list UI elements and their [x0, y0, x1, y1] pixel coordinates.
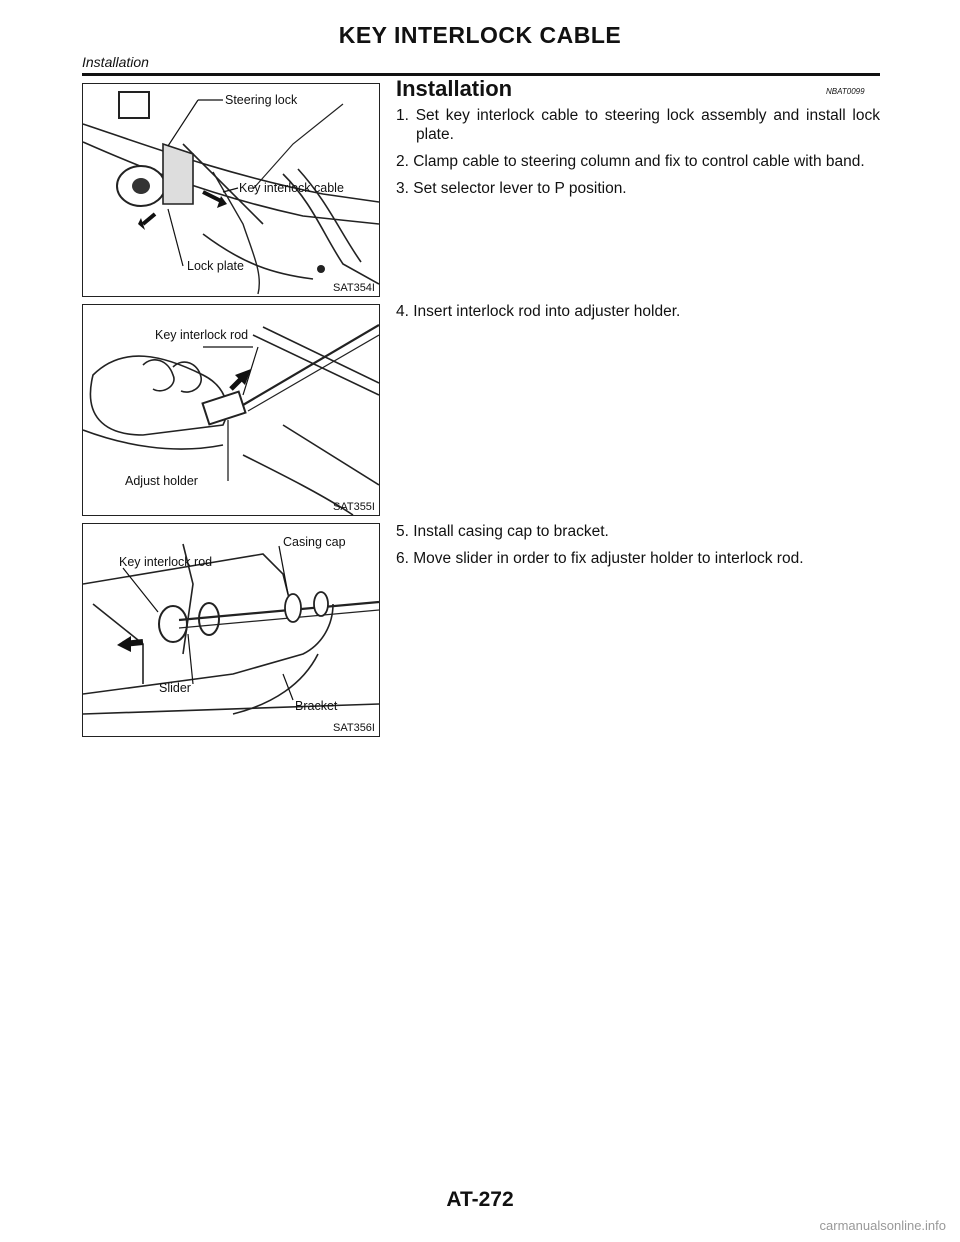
page-header-title: KEY INTERLOCK CABLE — [338, 22, 622, 48]
label-key-interlock-rod-2: Key interlock rod — [119, 555, 213, 569]
label-key-interlock-cable: Key interlock cable — [239, 181, 344, 195]
label-key-interlock-rod: Key interlock rod — [155, 328, 249, 342]
figure-code: SAT356I — [333, 722, 375, 734]
section-code: NBAT0099 — [826, 87, 865, 96]
figure-casing-cap — [82, 523, 380, 737]
page-number: AT-272 — [446, 1188, 514, 1211]
step-item: 5. Install casing cap to bracket. — [396, 523, 609, 540]
site-watermark: carmanualsonline.info — [819, 1218, 946, 1233]
label-slider: Slider — [159, 681, 191, 695]
step-item: 6. Move slider in order to fix adjuster holder to interlock rod. — [396, 550, 804, 567]
figure-adjust-holder — [82, 304, 380, 516]
label-steering-lock: Steering lock — [225, 93, 298, 107]
label-casing-cap: Casing cap — [283, 535, 346, 549]
steps-list-3 — [396, 522, 880, 576]
figure-code: SAT354I — [333, 282, 375, 294]
label-adjust-holder: Adjust holder — [125, 474, 198, 488]
figure-code: SAT355I — [333, 501, 375, 513]
figure-steering-lock-illustration — [83, 84, 379, 296]
step-item: 2. Clamp cable to steering column and fix to control cable with band. — [396, 153, 865, 170]
label-lock-plate: Lock plate — [187, 259, 244, 273]
step-item: 4. Insert interlock rod into adjuster holder. — [396, 303, 681, 320]
label-bracket: Bracket — [295, 699, 338, 713]
figure-casing-cap-illustration — [83, 524, 379, 736]
steps-list-1 — [396, 106, 880, 206]
section-title: Installation — [396, 76, 513, 101]
figure-steering-lock — [82, 83, 380, 297]
figure-adjust-holder-illustration — [83, 305, 379, 515]
step-item: 3. Set selector lever to P position. — [396, 180, 627, 197]
steps-list-2 — [396, 302, 880, 329]
page-header-subtitle: Installation — [82, 54, 149, 70]
step-item: 1. Set key interlock cable to steering lock assembly and install lock plate. — [396, 107, 880, 143]
